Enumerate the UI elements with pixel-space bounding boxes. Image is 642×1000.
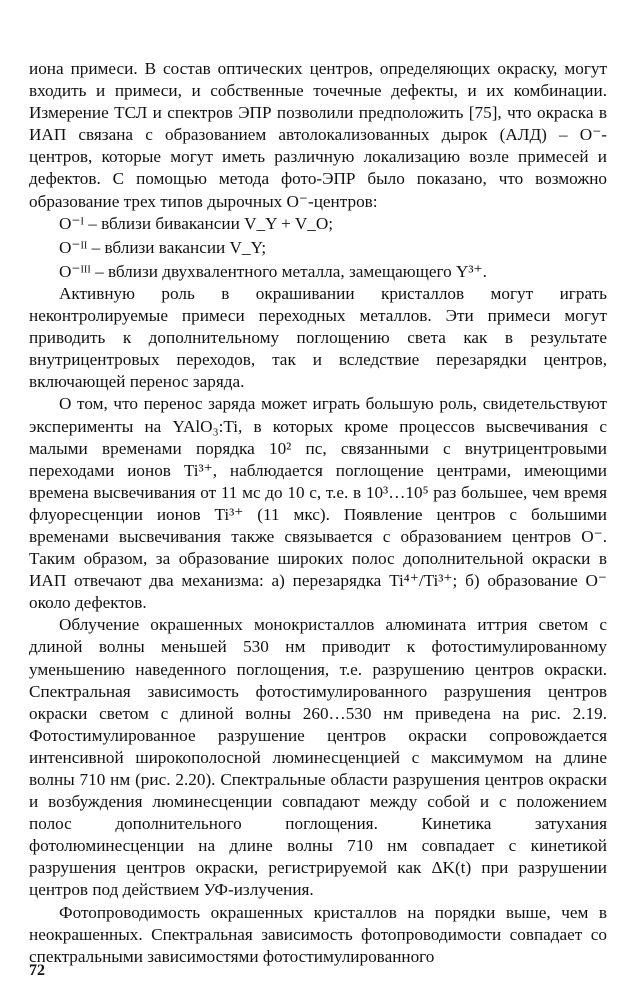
paragraph: Активную роль в окрашивании кристаллов могут играть неконтролируемые примеси переходных металлов. Эти примеси могут приводить к дополнительному поглощению света как в результате внутрицентровых переходов, так и вследствие перезарядки центров, включающей перенос заряда. [29,283,607,392]
paragraph: О том, что перенос заряда может играть большую роль, свидетельствуют эксперименты на YAlO₃:Ti, в которых кроме процессов высвечивания с малыми временами порядка 10² пс, связанными с внутрицентровыми переходами ионов Ti³⁺, наблюдается поглощение центрами, имеющими времена высвечивания от 11 мс до 10 с, т.е. в 10³…10⁵ раз большее, чем время флуоресценции ионов Ti³⁺ (11 мкс). Появление центров с большими временами высвечивания также связывается с образованием центров O⁻. Таким образом, за образование широких полос дополнительной окраски в ИАП отвечают два механизма: а) перезарядка Ti⁴⁺/Ti³⁺; б) образование O⁻ около дефектов. [29,394,607,613]
formula-line: O⁻ᴵ – вблизи бивакансии V_Y + V_O; [59,213,334,233]
formula-line: O⁻ᴵᴵ – вблизи вакансии V_Y; [59,237,267,257]
paragraph: иона примеси. В состав оптических центров, определяющих окраску, могут входить и примеси, и собственные точечные дефекты, и их комбинации. Измерение ТСЛ и спектров ЭПР позволили предположить [75], что окраска в ИАП связана с образованием автолокализованных дырок (АЛД) – O⁻-центров, которые могут иметь различную локализацию возле примесей и дефектов. С помощью метода фото-ЭПР было показано, что возможно образование трех типов дырочных O⁻-центров: [29,59,607,211]
paragraph: Фотопроводимость окрашенных кристаллов на порядки выше, чем в неокрашенных. Спектральная зависимость фотопроводимости совпадает со спектральными зависимостями фотостимулированного [29,902,607,966]
paragraph: Облучение окрашенных монокристаллов алюмината иттрия светом с длиной волны меньшей 530 нм приводит к фотостимулированному уменьшению наведенного поглощения, т.е. разрушению центров окраски. Спектральная зависимость фотостимулированного разрушения центров окраски светом с длиной волны 260…530 нм приведена на рис. 2.19. Фотостимулированное разрушение центров окраски сопровождается интенсивной широкополосной люминесценцией с максимумом на длине волны 710 нм (рис. 2.20). Спектральные области разрушения центров окраски и возбуждения люминесценции совпадают между собой и с положением полос дополнительного поглощения. Кинетика затухания фотолюминесценции на длине волны 710 нм совпадает с кинетикой разрушения центров окраски, регистрируемой как ΔK(t) при разрушении центров под действием УФ-излучения. [29,615,607,900]
formula-line: O⁻ᴵᴵᴵ – вблизи двухвалентного металла, замещающего Y³⁺. [59,261,487,281]
page-number: 72 [29,962,45,979]
body-text [29,58,607,968]
